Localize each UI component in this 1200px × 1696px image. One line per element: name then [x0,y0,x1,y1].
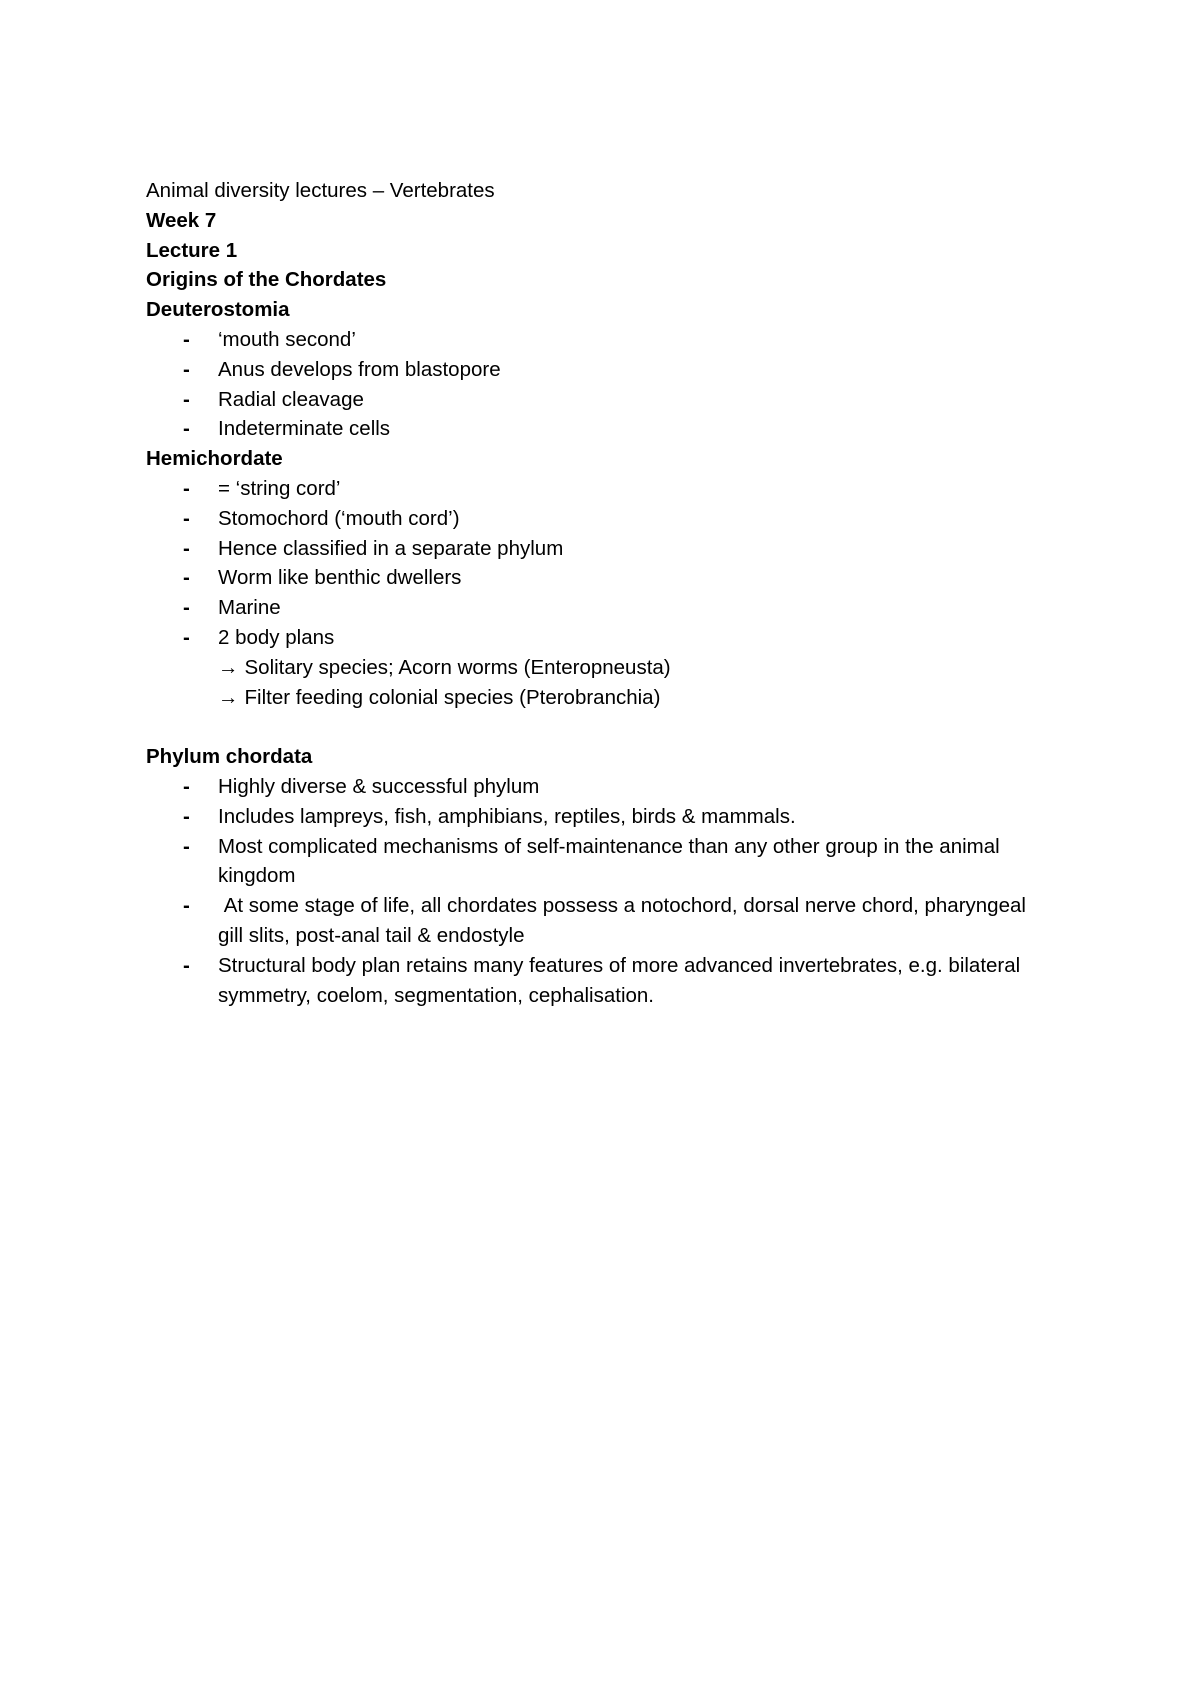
list-item [146,474,1046,504]
phylum-chordata-list [146,772,1046,1010]
sub-list-item-text: Solitary species; Acorn worms (Enteropneusta) [244,655,671,679]
dash-bullet-icon: - [183,417,190,441]
topic-heading: Origins of the Chordates [146,268,387,292]
list-item-text: Hence classified in a separate phylum [218,536,564,560]
list-item-text: Stomochord (‘mouth cord’) [218,506,460,530]
dash-bullet-icon: - [183,357,190,381]
list-item-text: Highly diverse & successful phylum [218,774,540,798]
section-heading-hemichordate: Hemichordate [146,447,283,471]
list-item-text: Worm like benthic dwellers [218,566,462,590]
blank-line [146,712,1046,742]
arrow-right-icon: → [218,685,239,709]
list-item [146,623,1046,653]
list-item-text: At some stage of life, all chordates possess a notochord, dorsal nerve chord, pharyngeal gill slits, post-anal tail & endostyle [218,894,1032,947]
lecture-heading: Lecture 1 [146,238,238,262]
list-item [146,414,1046,444]
list-item-text: ‘mouth second’ [218,327,356,351]
dash-bullet-icon: - [183,834,190,858]
dash-bullet-icon: - [183,953,190,977]
document-title: Animal diversity lectures – Vertebrates [146,179,495,202]
sub-list-item-text: Filter feeding colonial species (Pterobranchia) [244,685,661,709]
list-item [146,951,1046,1011]
list-item [146,891,1046,951]
dash-bullet-icon: - [183,804,190,828]
deuterostomia-list [146,325,1046,444]
list-item-text: Anus develops from blastopore [218,357,501,381]
list-item-text: Marine [218,596,281,620]
list-item [146,802,1046,832]
dash-bullet-icon: - [183,536,190,560]
list-item-text: 2 body plans [218,625,335,649]
dash-bullet-icon: - [183,566,190,590]
sub-list-item [146,683,1046,713]
dash-bullet-icon: - [183,387,190,411]
list-item [146,832,1046,892]
dash-bullet-icon: - [183,327,190,351]
dash-bullet-icon: - [183,774,190,798]
list-item [146,593,1046,623]
list-item-text: Indeterminate cells [218,417,391,441]
dash-bullet-icon: - [183,476,190,500]
section-heading-deuterostomia: Deuterostomia [146,298,290,322]
list-item-text: Radial cleavage [218,387,364,411]
list-item-text: Includes lampreys, fish, amphibians, reptiles, birds & mammals. [218,804,796,828]
list-item-text: Structural body plan retains many features of more advanced invertebrates, e.g. bilateral symmetry, coelom, segmentation, cephalisation. [218,953,1021,1007]
list-item [146,325,1046,355]
dash-bullet-icon: - [183,506,190,530]
week-heading: Week 7 [146,208,217,232]
arrow-right-icon: → [218,655,239,679]
dash-bullet-icon: - [183,894,190,918]
list-item-text: = ‘string cord’ [218,476,341,500]
list-item [146,534,1046,564]
list-item [146,772,1046,802]
list-item-text: Most complicated mechanisms of self-maintenance than any other group in the animal kingdom [218,834,1000,888]
document-body [146,176,1046,1010]
hemichordate-list [146,474,1046,653]
list-item [146,355,1046,385]
list-item [146,563,1046,593]
list-item [146,385,1046,415]
list-item [146,504,1046,534]
sub-list-item [146,653,1046,683]
dash-bullet-icon: - [183,596,190,620]
section-heading-phylum-chordata: Phylum chordata [146,745,313,769]
dash-bullet-icon: - [183,625,190,649]
